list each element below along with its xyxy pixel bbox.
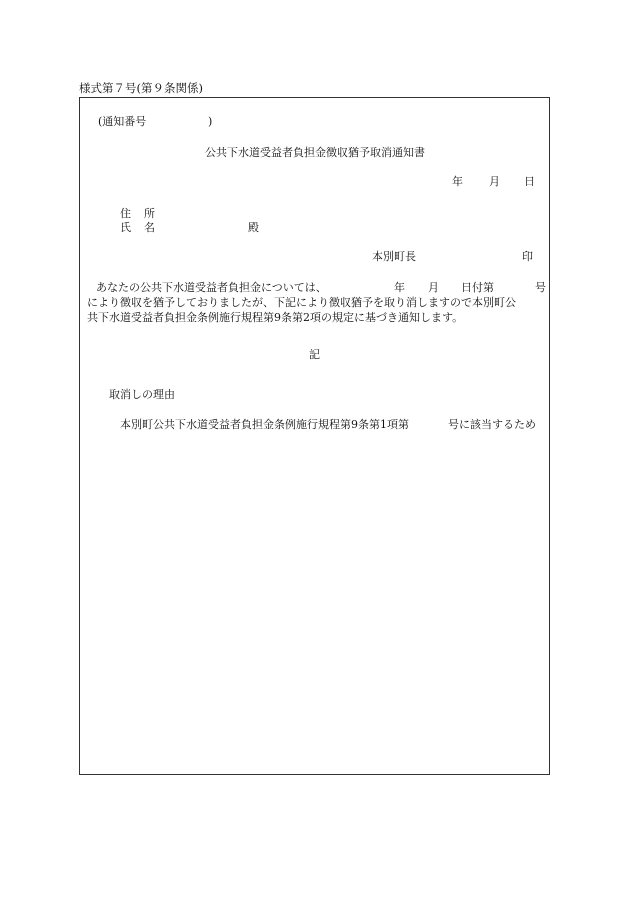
- date-month: 月: [489, 175, 500, 188]
- address-label: 住 所: [120, 207, 156, 220]
- body-line-1: あなたの公共下水道受益者負担金については、: [96, 281, 327, 294]
- notice-number-close: ): [208, 115, 213, 128]
- body-number: 号: [535, 281, 546, 294]
- form-label: 様式第７号(第９条関係): [79, 81, 203, 95]
- name-label: 氏 名: [120, 221, 156, 234]
- notice-number: [98, 115, 213, 129]
- issuer-name: 本別町長: [372, 250, 416, 263]
- honorific: 殿: [248, 221, 259, 234]
- document-frame: [79, 97, 550, 775]
- reason-text: 本別町公共下水道受益者負担金条例施行規程第9条第1項第: [120, 418, 409, 431]
- notice-number-label: (通知番号: [98, 115, 147, 128]
- date-day: 日: [524, 175, 535, 188]
- body-month: 月: [428, 281, 439, 294]
- body-year: 年: [394, 281, 405, 294]
- document-title: 公共下水道受益者負担金徴収猶予取消通知書: [205, 146, 425, 159]
- date-year: 年: [452, 175, 463, 188]
- ki-heading: 記: [309, 348, 320, 361]
- body-line-2: により徴収を猶予しておりましたが、下記により徴収猶予を取り消しますので本別町公: [87, 296, 516, 309]
- reason-suffix: 号に該当するため: [448, 418, 536, 431]
- body-line-3: 共下水道受益者負担金条例施行規程第9条第2項の規定に基づき通知します。: [87, 311, 464, 324]
- seal-mark: 印: [522, 250, 533, 263]
- body-date-number: 日付第: [461, 281, 494, 294]
- reason-heading: 取消しの理由: [109, 388, 175, 401]
